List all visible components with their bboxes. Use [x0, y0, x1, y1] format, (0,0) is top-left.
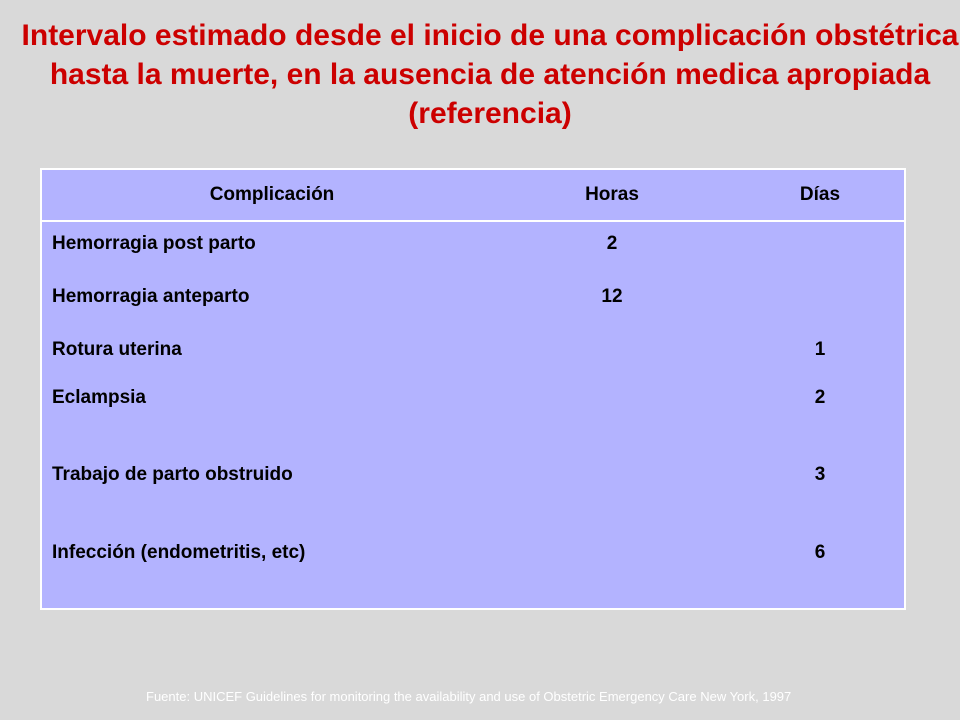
header-complicacion: Complicación: [209, 184, 335, 205]
row-complicacion: Rotura uterina: [52, 339, 182, 360]
row-complicacion: Trabajo de parto obstruido: [52, 464, 293, 485]
table-header-row: [42, 170, 904, 222]
row-dias: 1: [814, 339, 826, 360]
row-complicacion: Eclampsia: [52, 387, 146, 408]
complications-table: [40, 168, 906, 610]
row-horas: 12: [601, 286, 623, 307]
row-dias: 2: [814, 387, 826, 408]
row-horas: 2: [606, 233, 618, 254]
row-complicacion: Hemorragia anteparto: [52, 286, 250, 307]
slide-title: Intervalo estimado desde el inicio de una complicación obstétrica hasta la muerte, en la ausencia de atención medica apropiada (referencia): [21, 19, 959, 130]
row-dias: 6: [814, 542, 826, 563]
header-dias: Días: [799, 184, 841, 205]
row-dias: 3: [814, 464, 826, 485]
row-complicacion: Infección (endometritis, etc): [52, 542, 306, 563]
source-note: Fuente: UNICEF Guidelines for monitoring the availability and use of Obstetric Emergency Care New York, 1997: [146, 689, 792, 704]
row-complicacion: Hemorragia post parto: [52, 233, 256, 254]
header-horas: Horas: [585, 184, 639, 205]
